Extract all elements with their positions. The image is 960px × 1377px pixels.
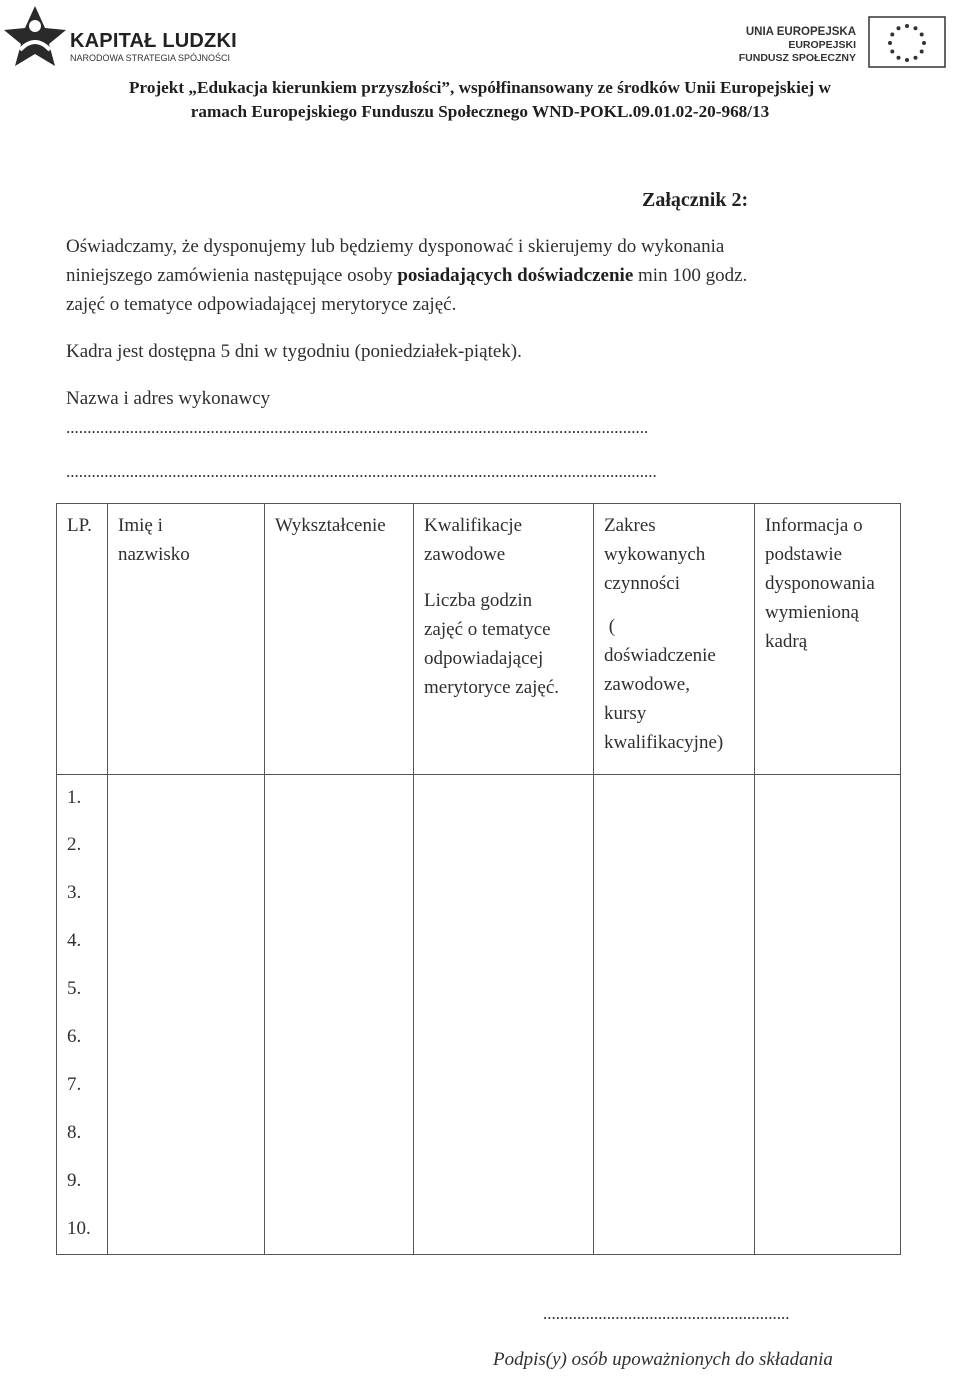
cell-info[interactable]: [755, 1158, 901, 1206]
cell-education[interactable]: [265, 966, 414, 1014]
cell-name[interactable]: [108, 918, 265, 966]
cell-name[interactable]: [108, 870, 265, 918]
cell-name[interactable]: [108, 1110, 265, 1158]
cell-info[interactable]: [755, 1110, 901, 1158]
eu-flag-icon: [868, 16, 946, 68]
table-row: [57, 918, 901, 966]
header-scope-line6: zawodowe,: [604, 674, 690, 695]
cell-qualifications[interactable]: [414, 1014, 594, 1062]
header-scope-line3: czynności: [604, 573, 680, 594]
row-number: 4.: [57, 918, 108, 966]
header-scope-line1: Zakres: [604, 515, 656, 536]
declaration-line2: [66, 265, 747, 287]
header-qual-line1: Kwalifikacje: [424, 515, 523, 536]
cell-qualifications[interactable]: [414, 1206, 594, 1255]
project-title-line1: Projekt „Edukacja kierunkiem przyszłości”, współfinansowany ze środków Unii Europejskiej w: [129, 78, 831, 97]
cell-education[interactable]: [265, 870, 414, 918]
header-info-line1: Informacja o: [765, 515, 863, 536]
header-info-line4: wymienioną: [765, 602, 859, 623]
table-row: [57, 1014, 901, 1062]
project-title-line2: ramach Europejskiego Funduszu Społecznego WND-POKL.09.01.02-20-968/13: [190, 102, 770, 121]
cell-info[interactable]: [755, 1014, 901, 1062]
kapital-ludzki-name: KAPITAŁ LUDZKI: [70, 30, 237, 52]
header-scope-line7: kursy: [604, 703, 647, 724]
declaration-line3: zajęć o tematyce odpowiadającej merytoryce zajęć.: [66, 294, 457, 315]
cell-education[interactable]: [265, 1062, 414, 1110]
cell-education[interactable]: [265, 1158, 414, 1206]
header-lp-text: LP.: [67, 515, 92, 536]
header-info-line3: dysponowania: [765, 573, 875, 594]
declaration-line2-start: niniejszego zamówienia następujące osoby: [66, 265, 398, 286]
cell-education[interactable]: [265, 775, 414, 823]
header-name: [108, 504, 265, 775]
row-number: 9.: [57, 1158, 108, 1206]
signature-caption: Podpis(y) osób upoważnionych do składania: [493, 1349, 833, 1370]
cell-name[interactable]: [108, 1014, 265, 1062]
cell-qualifications[interactable]: [414, 822, 594, 870]
cell-qualifications[interactable]: [414, 1110, 594, 1158]
cell-name[interactable]: [108, 822, 265, 870]
cell-scope[interactable]: [594, 966, 755, 1014]
cell-scope[interactable]: [594, 822, 755, 870]
header-qual-line6: merytoryce zajęć.: [424, 677, 560, 698]
cell-qualifications[interactable]: [414, 870, 594, 918]
cell-name[interactable]: [108, 966, 265, 1014]
cell-scope[interactable]: [594, 1206, 755, 1255]
header-name-line1: Imię i: [118, 515, 163, 536]
eu-line-social-fund: FUNDUSZ SPOŁECZNY: [738, 52, 856, 64]
cell-name[interactable]: [108, 1062, 265, 1110]
kapital-ludzki-subtitle: NARODOWA STRATEGIA SPÓJNOŚCI: [70, 53, 231, 63]
header-scope-line5: doświadczenie: [604, 645, 716, 666]
staff-table: [56, 503, 901, 1255]
cell-scope[interactable]: [594, 775, 755, 823]
cell-info[interactable]: [755, 1062, 901, 1110]
cell-name[interactable]: [108, 1206, 265, 1255]
row-number: 5.: [57, 966, 108, 1014]
table-row: [57, 1062, 901, 1110]
header-qual-line2: zawodowe: [424, 544, 506, 565]
eu-line-union: UNIA EUROPEJSKA: [745, 26, 856, 38]
cell-qualifications[interactable]: [414, 775, 594, 823]
cell-info[interactable]: [755, 1206, 901, 1255]
header-scope: [594, 504, 755, 775]
cell-scope[interactable]: [594, 918, 755, 966]
header-qual-line4: zajęć o tematyce: [424, 619, 551, 640]
header-lp: [57, 504, 108, 775]
cell-qualifications[interactable]: [414, 1062, 594, 1110]
availability-statement: Kadra jest dostępna 5 dni w tygodniu (poniedziałek-piątek).: [66, 341, 522, 362]
cell-education[interactable]: [265, 822, 414, 870]
cell-qualifications[interactable]: [414, 918, 594, 966]
header-scope-line2: wykowanych: [604, 544, 706, 565]
cell-info[interactable]: [755, 775, 901, 823]
cell-education[interactable]: [265, 1014, 414, 1062]
cell-scope[interactable]: [594, 1062, 755, 1110]
cell-info[interactable]: [755, 870, 901, 918]
declaration-line2-bold: posiadających doświadczenie: [397, 265, 634, 286]
cell-scope[interactable]: [594, 1158, 755, 1206]
kapital-ludzki-emblem-icon: [4, 4, 66, 68]
table-row: [57, 822, 901, 870]
cell-education[interactable]: [265, 1206, 414, 1255]
cell-info[interactable]: [755, 966, 901, 1014]
cell-scope[interactable]: [594, 1014, 755, 1062]
row-number: 2.: [57, 822, 108, 870]
table-header-row: [57, 504, 901, 775]
row-number: 7.: [57, 1062, 108, 1110]
header-info-line5: kadrą: [765, 631, 808, 652]
header-info: [755, 504, 901, 775]
annex-title: Załącznik 2:: [642, 189, 749, 211]
cell-scope[interactable]: [594, 870, 755, 918]
contractor-field-line1[interactable]: .........................................................................................................................................: [66, 418, 649, 437]
table-row: [57, 1158, 901, 1206]
row-number: 3.: [57, 870, 108, 918]
declaration-line1: Oświadczamy, że dysponujemy lub będziemy dysponować i skierujemy do wykonania: [66, 236, 725, 257]
header-scope-line8: kwalifikacyjne): [604, 732, 724, 753]
eu-logo-text: [739, 26, 856, 65]
cell-info[interactable]: [755, 918, 901, 966]
row-number: 6.: [57, 1014, 108, 1062]
table-row: [57, 775, 901, 823]
contractor-label: Nazwa i adres wykonawcy: [66, 388, 271, 409]
cell-education[interactable]: [265, 1110, 414, 1158]
cell-name[interactable]: [108, 775, 265, 823]
row-number: 8.: [57, 1110, 108, 1158]
cell-qualifications[interactable]: [414, 1158, 594, 1206]
eu-line-european: EUROPEJSKI: [788, 39, 856, 51]
table-row: [57, 966, 901, 1014]
cell-education[interactable]: [265, 918, 414, 966]
signature-field[interactable]: ..........................................................: [543, 1304, 790, 1323]
cell-info[interactable]: [755, 822, 901, 870]
declaration-line2-end: min 100 godz.: [633, 265, 748, 286]
header-qualifications: [414, 504, 594, 775]
cell-qualifications[interactable]: [414, 966, 594, 1014]
table-row: [57, 1206, 901, 1255]
contractor-field-line2[interactable]: ...........................................................................................................................................: [66, 462, 657, 481]
header-qual-line3: Liczba godzin: [424, 590, 533, 611]
table-row: [57, 870, 901, 918]
header-info-line2: podstawie: [765, 544, 843, 565]
header-scope-line4: (: [604, 616, 616, 637]
header-name-line2: nazwisko: [118, 544, 190, 565]
header-education-text: Wykształcenie: [275, 515, 386, 536]
table-row: [57, 1110, 901, 1158]
row-number: 10.: [57, 1206, 108, 1255]
cell-name[interactable]: [108, 1158, 265, 1206]
header-education: [265, 504, 414, 775]
header-qual-line5: odpowiadającej: [424, 648, 544, 669]
row-number: 1.: [57, 775, 108, 823]
cell-scope[interactable]: [594, 1110, 755, 1158]
